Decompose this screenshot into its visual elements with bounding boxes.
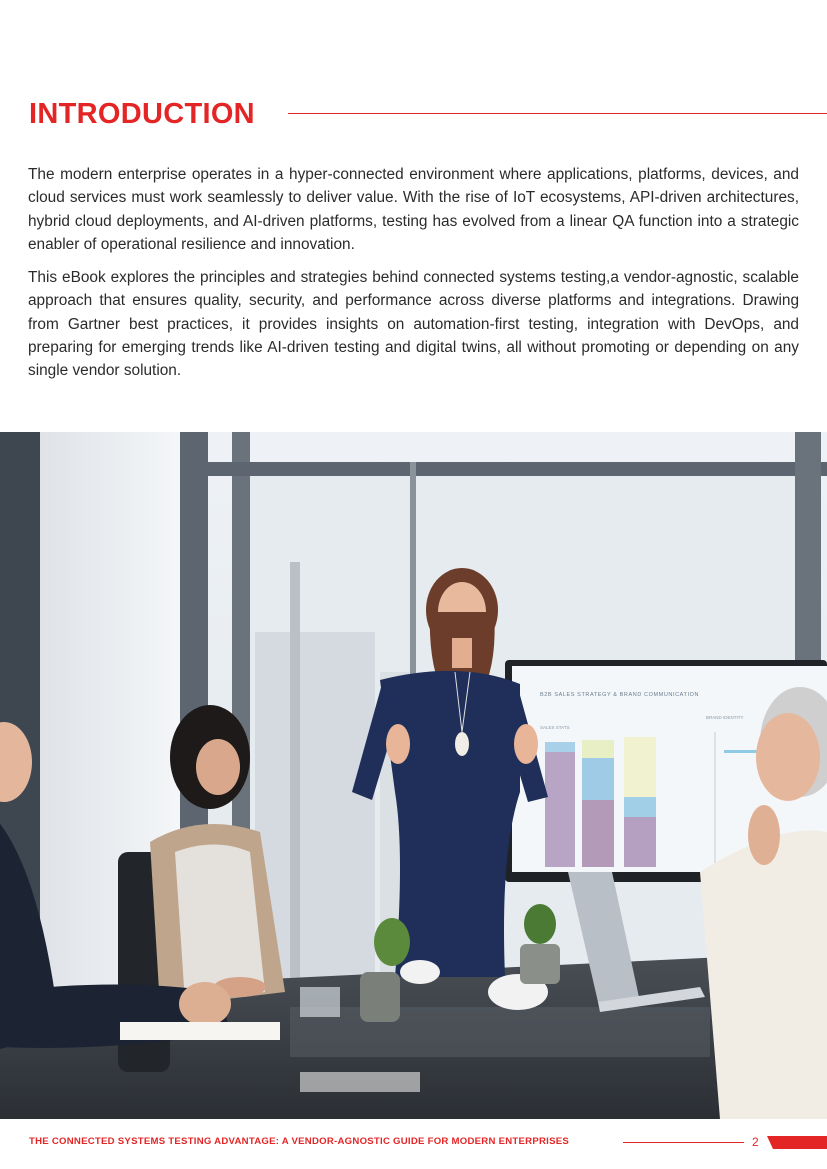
heading-row [29, 92, 827, 136]
footer-divider [623, 1142, 744, 1143]
page-title: INTRODUCTION [29, 98, 255, 130]
page-number: 2 [752, 1135, 759, 1149]
footer-running-title: THE CONNECTED SYSTEMS TESTING ADVANTAGE: A VENDOR-AGNOSTIC GUIDE FOR MODERN ENTERPRISES [29, 1136, 570, 1147]
title-divider [288, 113, 827, 114]
screen-title: B2B SALES STRATEGY & BRAND COMMUNICATION [540, 692, 700, 698]
screen-subtitle-left: SALES STATS [540, 725, 570, 730]
intro-paragraph-2: This eBook explores the principles and strategies behind connected systems testing,a vendor-agnostic, scalable approach that ensures quality, security, and performance across diverse platforms and integrations. Drawing from Gartner best practices, it provides insights on automation-first testing, integration with DevOps, and preparing for emerging trends like AI-driven testing and digital twins, all without promoting or depending on any single vendor solution. [28, 269, 799, 380]
body-text [28, 163, 799, 393]
meeting-photo [0, 432, 827, 1119]
meeting-photo-illustration [0, 432, 827, 1119]
intro-paragraph-1: The modern enterprise operates in a hyper-connected environment where applications, platforms, devices, and cloud services must work seamlessly to deliver value. With the rise of IoT ecosystems, API-driven architectures, hybrid cloud deployments, and AI-driven platforms, testing has evolved from a linear QA function into a strategic enabler of operational resilience and innovation. [28, 166, 799, 253]
footer [0, 1119, 827, 1169]
screen-subtitle-right: BRAND IDENTITY [706, 715, 744, 720]
footer-accent-tab [773, 1136, 827, 1149]
